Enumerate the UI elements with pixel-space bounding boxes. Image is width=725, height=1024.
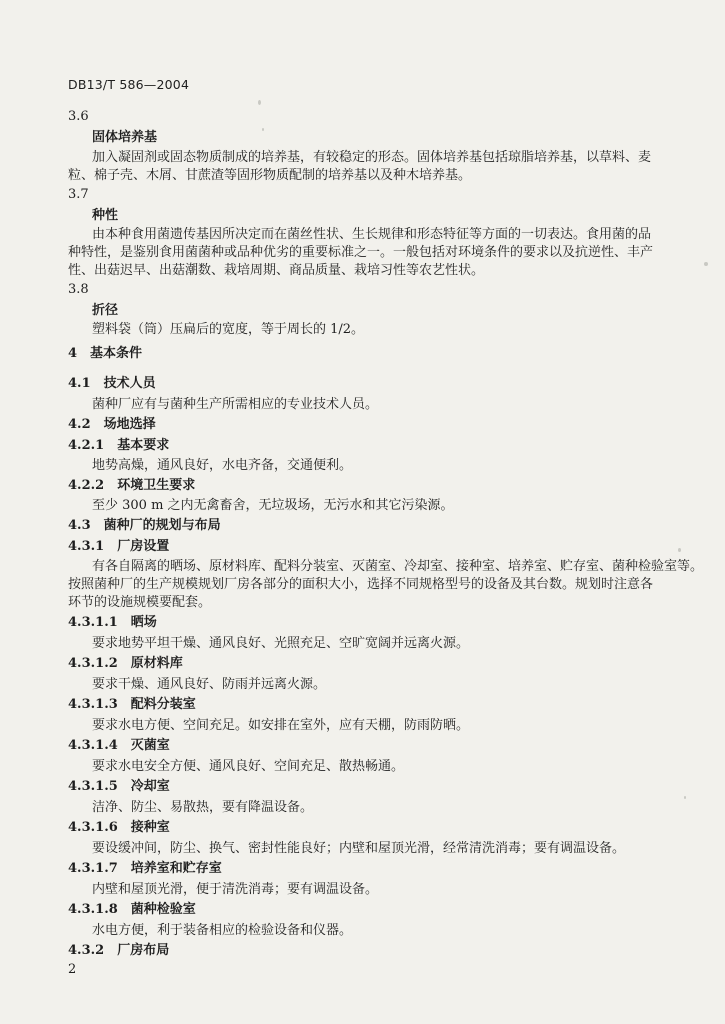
section-heading: 4.3.1.4 灭菌室 [68,738,170,753]
body-line: 种特性，是鉴别食用菌菌种或品种优劣的重要标准之一。一般包括对环境条件的要求以及抗逆性、丰产 [68,245,654,260]
section-heading: 4.3.1.6 接种室 [68,820,170,835]
section-heading: 4.2.2 环境卫生要求 [68,478,196,493]
body-line: 要设缓冲间，防尘、换气、密封性能良好；内壁和屋顶光滑，经常清洗消毒；要有调温设备。 [92,841,626,856]
document-code: DB13/T 586—2004 [68,77,190,92]
section-heading: 4.1 技术人员 [68,376,156,391]
page-number: 2 [68,962,77,977]
section-heading: 4.2 场地选择 [68,417,156,432]
section-heading: 4.3.1.3 配料分装室 [68,697,196,712]
section-heading: 折径 [92,303,119,318]
body-line: 有各自隔离的晒场、原材料库、配料分装室、灭菌室、冷却室、接种室、培养室、贮存室、菌种检验室等。 [92,559,704,574]
scan-speck [684,796,686,799]
body-line: 要求干燥、通风良好、防雨并远离火源。 [92,677,327,692]
body-line: 塑料袋（筒）压扁后的宽度，等于周长的 1/2。 [92,322,365,337]
body-line: 要求水电方便、空间充足。如安排在室外，应有天棚，防雨防晒。 [92,718,470,733]
section-heading: 4.3.2 厂房布局 [68,943,170,958]
body-line: 要求水电安全方便、通风良好、空间充足、散热畅通。 [92,759,405,774]
body-line: 由本种食用菌遗传基因所决定而在菌丝性状、生长规律和形态特征等方面的一切表达。食用菌的品 [92,227,652,242]
section-heading: 4.3.1.7 培养室和贮存室 [68,861,222,876]
scan-speck [258,100,261,105]
section-heading: 4.3 菌种厂的规划与布局 [68,518,221,533]
scan-speck [678,548,681,552]
section-heading: 4.3.1.5 冷却室 [68,779,170,794]
section-heading: 固体培养基 [92,130,158,145]
section-heading: 4 基本条件 [68,346,143,361]
body-line: 3.8 [68,282,89,297]
body-line: 按照菌种厂的生产规模规划厂房各部分的面积大小，选择不同规格型号的设备及其台数。规划时注意各 [68,577,654,592]
section-heading: 4.3.1.2 原材料库 [68,656,183,671]
body-line: 加入凝固剂或固态物质制成的培养基，有较稳定的形态。固体培养基包括琼脂培养基，以草料、麦 [92,150,652,165]
body-line: 3.6 [68,109,89,124]
section-heading: 4.3.1.1 晒场 [68,615,157,630]
body-line: 内壁和屋顶光滑，便于清洗消毒；要有调温设备。 [92,882,379,897]
body-line: 3.7 [68,187,89,202]
body-line: 地势高燥，通风良好，水电齐备，交通便利。 [92,458,353,473]
body-line: 粒、棉子壳、木屑、甘蔗渣等固形物质配制的培养基以及种木培养基。 [68,168,472,183]
scan-speck [704,262,708,266]
body-line: 至少 300 m 之内无禽畜舍，无垃圾场，无污水和其它污染源。 [92,498,454,513]
section-heading: 4.3.1.8 菌种检验室 [68,902,196,917]
body-line: 环节的设施规模要配套。 [68,595,212,610]
section-heading: 4.3.1 厂房设置 [68,539,170,554]
body-line: 性、出菇迟早、出菇潮数、栽培周期、商品质量、栽培习性等农艺性状。 [68,263,485,278]
body-line: 要求地势平坦干燥、通风良好、光照充足、空旷宽阔并远离火源。 [92,636,470,651]
body-line: 水电方便，利于装备相应的检验设备和仪器。 [92,923,353,938]
section-heading: 种性 [92,208,119,223]
body-line: 洁净、防尘、易散热，要有降温设备。 [92,800,314,815]
section-heading: 4.2.1 基本要求 [68,438,170,453]
scan-speck [262,128,264,131]
body-line: 菌种厂应有与菌种生产所需相应的专业技术人员。 [92,397,379,412]
